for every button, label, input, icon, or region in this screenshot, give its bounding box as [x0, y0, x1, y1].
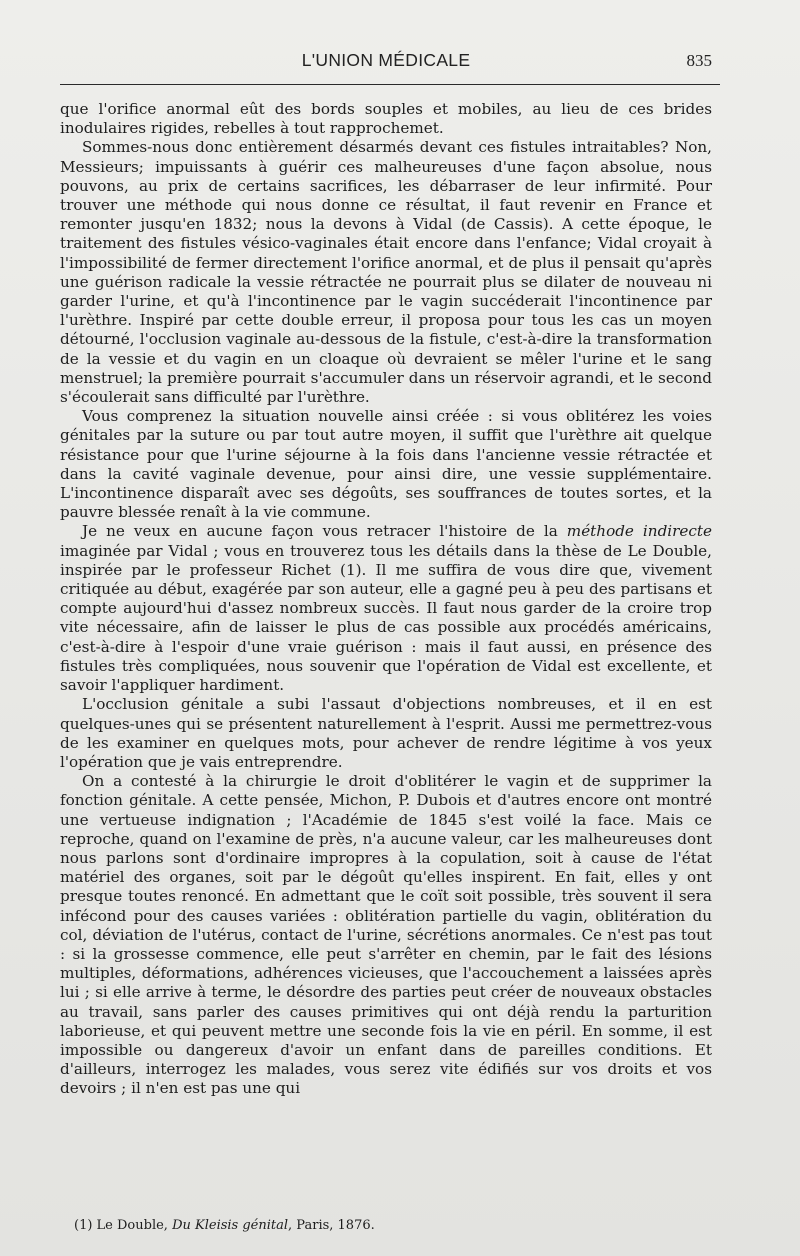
paragraph-4-emphasis: méthode indirecte — [566, 522, 712, 541]
footnote-part-2: , Paris, 1876. — [288, 1218, 375, 1233]
footnote — [60, 1218, 712, 1234]
paragraph-3: Vous comprenez la situation nouvelle ainsi créée : si vous oblitérez les voies génitales par la suture ou par tout autre moyen, il suffit que l'urèthre ait quelque résistance pour que l'urine séjourne à la fois dans l'ancienne vessie rétractée et dans la cavité vaginale devenue, pour ainsi dire, une vessie supplémentaire. L'incontinence disparaît avec ses dégoûts, ses souffrances de toutes sortes, et la pauvre blessée renaît à la vie commune. — [60, 407, 712, 522]
paragraph-2: Sommes-nous donc entièrement désarmés devant ces fistules intraitables? Non, Messieurs; impuissants à guérir ces malheureuses d'une façon absolue, nous pouvons, au prix de certains sacrifices, les débarraser de leur infirmité. Pour trouver une méthode qui nous donne ce résultat, il faut revenir en France et remonter jusqu'en 1832; nous la devons à Vidal (de Cassis). A cette époque, le traitement des fistules vésico-vaginales était encore dans l'enfance; Vidal croyait à l'impossibilité de fermer directement l'orifice anormal, et de plus il pensait qu'après une guérison radicale la vessie rétractée ne pourrait plus se dilater de nouveau ni garder l'urine, et qu'à l'incontinence par le vagin succéderait l'incontinence par l'urèthre. Inspiré par cette double erreur, il proposa pour tous les cas un moyen détourné, l'occlusion vaginale au-dessous de la fistule, c'est-à-dire la transformation de la vessie et du vagin en un cloaque où devraient se mêler l'urine et le sang menstruel; la première pourrait s'accumuler dans un réservoir agrandi, et le second s'écoulerait sans difficulté par l'urèthre. — [60, 138, 712, 407]
paragraph-4-part-2: imaginée par Vidal ; vous en trouverez tous les détails dans la thèse de Le Double, inspirée par le professeur Richet (1). Il me suffira de vous dire que, vivement critiquée au début, exagérée par son auteur, elle a gagné peu à peu des partisans et compte aujourd'hui d'assez nombreux succès. Il faut nous garder de la croire trop vite nécessaire, afin de laisser le plus de cas possible aux procédés américains, c'est-à-dire à l'espoir d'une vraie guérison : mais il faut aussi, en présence des fistules très compliquées, nous souvenir que l'opération de Vidal est excellente, et savoir l'appliquer hardiment. — [60, 541, 712, 695]
body-text — [60, 100, 712, 1099]
paragraph-4-part-1: Je ne veux en aucune façon vous retracer l'histoire de la — [82, 522, 567, 541]
paragraph-6: On a contesté à la chirurgie le droit d'oblitérer le vagin et de supprimer la fonction génitale. A cette pensée, Michon, P. Dubois et d'autres encore ont montré une vertueuse indignation ; l'Académie de 1845 s'est voilé la face. Mais ce reproche, quand on l'examine de près, n'a aucune valeur, car les malheureuses dont nous parlons sont d'ordinaire impropres à la copulation, soit à cause de l'état matériel des organes, soit par le dégoût qu'elles inspirent. En fait, elles y ont presque toutes renoncé. En admettant que le coït soit possible, très souvent il sera infécond pour des causes variées : oblitération partielle du vagin, oblitération du col, déviation de l'utérus, contact de l'urine, sécrétions anormales. Ce n'est pas tout : si la grossesse commence, elle peut s'arrêter en chemin, par le fait des lésions multiples, déformations, adhérences vicieuses, que l'accouchement a laissées après lui ; si elle arrive à terme, le désordre des parties peut créer de nouveaux obstacles au travail, sans parler des causes primitives qui ont déjà rendu la parturition laborieuse, et qui peuvent mettre une seconde fois la vie en péril. En somme, il est impossible ou dangereux d'avoir un enfant dans de pareilles conditions. Et d'ailleurs, interrogez les malades, vous serez vite édifiés sur vos droits et vos devoirs ; il n'en est pas une qui — [60, 772, 712, 1098]
paragraph-4 — [60, 522, 712, 695]
running-title: L'UNION MÉDICALE — [301, 50, 471, 70]
paragraph-1: que l'orifice anormal eût des bords souples et mobiles, au lieu de ces brides inodulaires rigides, rebelles à tout rapprochemet. — [60, 100, 712, 138]
page-number: 835 — [686, 51, 712, 70]
page-header — [60, 48, 712, 76]
paragraph-5: L'occlusion génitale a subi l'assaut d'objections nombreuses, et il en est quelques-unes qui se présentent naturellement à l'esprit. Aussi me permettrez-vous de les examiner en quelques mots, pour achever de rendre légitime à vos yeux l'opération que je vais entreprendre. — [60, 695, 712, 771]
footnote-part-1: (1) Le Double, — [74, 1218, 173, 1233]
header-rule — [60, 84, 720, 85]
footnote-title: Du Kleisis génital — [172, 1218, 289, 1233]
